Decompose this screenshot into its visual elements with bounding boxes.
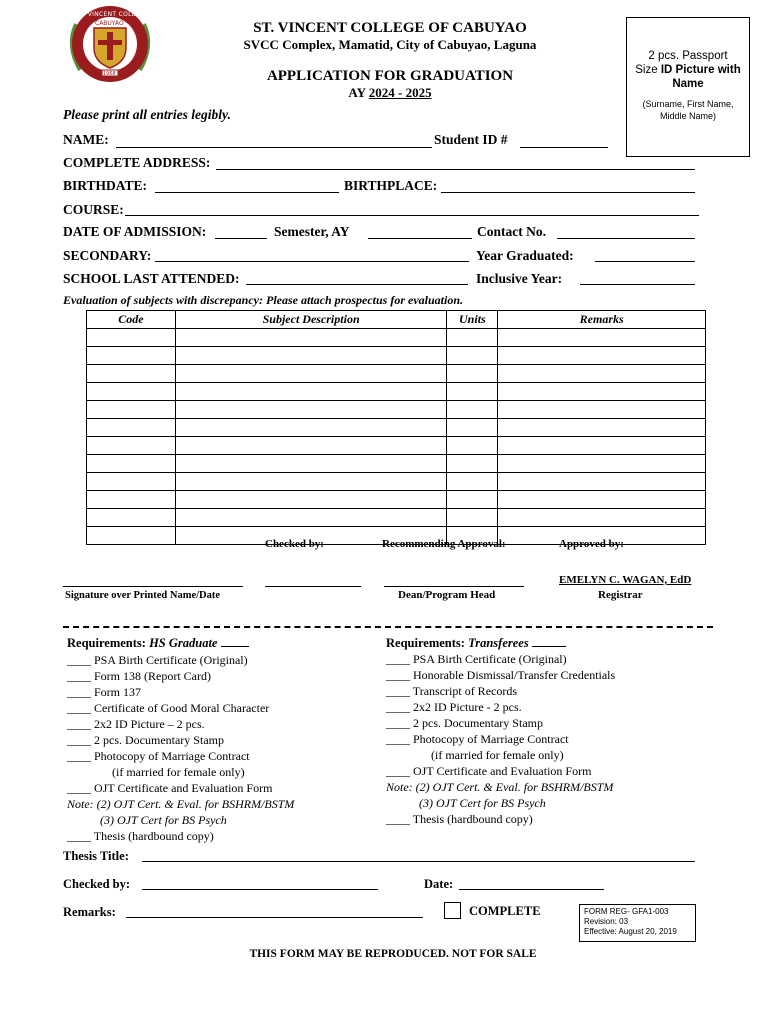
school-logo [62,4,158,86]
hs-item-label: Photocopy of Marriage Contract [94,749,250,763]
last-school-field[interactable] [246,284,468,285]
year-graduated-field[interactable] [595,261,695,262]
table-cell[interactable] [175,509,447,527]
list-item[interactable]: ____ OJT Certificate and Evaluation Form [67,781,273,795]
table-cell[interactable] [498,329,706,347]
logo-text-top: ST. VINCENT COLLEGE [76,11,149,18]
table-cell[interactable] [447,329,498,347]
tr-item-label: PSA Birth Certificate (Original) [413,652,567,666]
semester-field[interactable] [368,238,472,239]
tr-note-2: (3) OJT Cert for BS Psych [419,796,546,810]
photo-box [626,17,750,157]
form-code: FORM REG- GFA1-003 [584,907,669,916]
list-item[interactable]: ____ Certificate of Good Moral Character [67,701,270,715]
list-item[interactable]: ____ Transcript of Records [386,684,518,698]
list-item[interactable]: ____ OJT Certificate and Evaluation Form [386,764,592,778]
contact-field[interactable] [557,238,695,239]
table-cell[interactable] [498,347,706,365]
thesis-title-field[interactable] [142,861,695,862]
table-cell[interactable] [447,473,498,491]
footer-checked-by-label: Checked by: [63,877,131,891]
list-item[interactable]: ____ 2x2 ID Picture – 2 pcs. [67,717,205,731]
registrar-name: EMELYN C. WAGAN, EdD [559,574,692,586]
table-cell[interactable] [87,401,176,419]
table-cell[interactable] [498,365,706,383]
secondary-label: SECONDARY: [63,248,152,263]
logo-text-bottom: CABUYAO [95,20,124,27]
table-row [87,401,706,419]
table-cell[interactable] [87,491,176,509]
table-cell[interactable] [87,473,176,491]
photo-line3: Name [672,78,704,90]
hs-marriage-note: (if married for female only) [112,765,245,779]
instruction: Please print all entries legibly. [63,107,231,122]
school-address: SVCC Complex, Mamatid, City of Cabuyao, Laguna [243,37,537,52]
tr-item-label: Transcript of Records [412,684,518,698]
date-label: Date: [424,877,454,891]
tr-item-label: Photocopy of Marriage Contract [413,732,569,746]
table-cell[interactable] [447,419,498,437]
hs-requirements-title [67,636,249,651]
photo-note2: Middle Name) [659,111,717,121]
student-id-field[interactable] [520,147,608,148]
evaluation-note: Evaluation of subjects with discrepancy: Please attach prospectus for evaluation. [63,293,463,307]
hs-thesis-label: Thesis (hardbound copy) [93,829,214,843]
table-cell[interactable] [175,419,447,437]
subjects-table [86,310,706,545]
list-item[interactable]: ____ Form 137 [67,685,142,699]
tr-item-label: 2 pcs. Documentary Stamp [413,716,543,730]
cut-line [63,626,713,628]
table-cell[interactable] [498,509,706,527]
table-cell[interactable] [87,365,176,383]
table-cell[interactable] [87,437,176,455]
table-cell[interactable] [498,455,706,473]
table-cell[interactable] [498,473,706,491]
table-cell[interactable] [498,383,706,401]
hs-title-blank[interactable] [221,646,249,647]
table-cell[interactable] [175,383,447,401]
hs-note-1: Note: (2) OJT Cert. & Eval. for BSHRM/BSTM [67,797,295,811]
tr-note-1: Note: (2) OJT Cert. & Eval. for BSHRM/BSTM [386,780,614,794]
list-item[interactable]: ____ 2 pcs. Documentary Stamp [67,733,224,747]
table-cell[interactable] [175,473,447,491]
tr-thesis-label: Thesis (hardbound copy) [412,812,533,826]
last-school-label: SCHOOL LAST ATTENDED: [63,271,240,286]
hs-item-label: Form 137 [94,685,142,699]
table-header-row [87,311,706,329]
academic-year [190,85,590,101]
hs-item-label: PSA Birth Certificate (Original) [94,653,248,667]
ay-prefix: AY [348,85,366,100]
signature-line-2[interactable] [265,586,361,587]
form-code-box [579,904,696,942]
list-item[interactable]: ____ Thesis (hardbound copy) [67,829,214,843]
hs-item-label: 2 pcs. Documentary Stamp [94,733,224,747]
dean-caption: Dean/Program Head [398,589,496,601]
col-remarks: Remarks [498,311,706,329]
list-item[interactable]: ____ 2x2 ID Picture - 2 pcs. [386,700,522,714]
table-cell[interactable] [447,509,498,527]
birthdate-field[interactable] [155,192,339,193]
tr-requirements-title [386,636,566,651]
table-cell[interactable] [447,455,498,473]
table-cell[interactable] [447,347,498,365]
table-cell[interactable] [447,365,498,383]
birthplace-field[interactable] [441,192,695,193]
table-cell[interactable] [175,491,447,509]
hs-note-2: (3) OJT Cert for BS Psych [100,813,227,827]
hs-item-label: Certificate of Good Moral Character [94,701,270,715]
remarks-field[interactable] [126,917,423,918]
complete-checkbox[interactable] [444,902,461,919]
table-cell[interactable] [87,383,176,401]
photo-note1: (Surname, First Name, [642,99,734,109]
inclusive-year-field[interactable] [580,284,695,285]
list-item[interactable]: ____ Form 138 (Report Card) [67,669,211,683]
course-field[interactable] [125,215,699,216]
inclusive-year-label: Inclusive Year: [476,271,563,286]
photo-id-picture: ID Picture with [660,64,741,76]
remarks-label: Remarks: [63,905,116,919]
col-subject-description: Subject Description [175,311,447,329]
table-cell[interactable] [447,383,498,401]
signature-line-1[interactable] [63,586,243,587]
checked-by-label: Checked by: [265,538,324,550]
student-id-label: Student ID # [434,132,508,147]
tr-title-prefix: Requirements: [386,636,465,650]
table-row [87,473,706,491]
hs-title-italic: HS Graduate [149,636,218,650]
tr-ojt-label: OJT Certificate and Evaluation Form [413,764,592,778]
hs-ojt-label: OJT Certificate and Evaluation Form [94,781,273,795]
recommending-label: Recommending Approval: [382,538,506,550]
table-cell[interactable] [87,455,176,473]
list-item[interactable]: ____ PSA Birth Certificate (Original) [386,652,567,666]
table-cell[interactable] [498,401,706,419]
year-graduated-label: Year Graduated: [476,248,574,263]
table-row [87,437,706,455]
table-cell[interactable] [498,491,706,509]
list-item[interactable]: ____ PSA Birth Certificate (Original) [67,653,248,667]
admission-field[interactable] [215,238,267,239]
photo-size: Size [635,64,658,76]
secondary-field[interactable] [155,261,469,262]
table-cell[interactable] [87,347,176,365]
photo-line2 [627,64,749,76]
table-row [87,329,706,347]
complete-label: COMPLETE [469,904,541,918]
signature-line-3[interactable] [384,586,524,587]
table-cell[interactable] [447,401,498,419]
tr-item-label: Honorable Dismissal/Transfer Credentials [413,668,616,682]
footer-checked-by-field[interactable] [142,889,378,890]
table-row [87,347,706,365]
table-cell[interactable] [175,347,447,365]
birthplace-label: BIRTHPLACE: [344,178,438,193]
list-item[interactable]: ____ 2 pcs. Documentary Stamp [386,716,543,730]
table-cell[interactable] [175,365,447,383]
table-cell[interactable] [175,455,447,473]
tr-title-blank[interactable] [532,646,566,647]
form-effective: Effective: August 20, 2019 [584,927,677,936]
table-cell[interactable] [175,329,447,347]
thesis-title-label: Thesis Title: [63,849,129,863]
signature-caption: Signature over Printed Name/Date [65,590,221,601]
table-cell[interactable] [447,491,498,509]
registrar-title: Registrar [598,589,643,601]
tr-title-italic: Transferees [468,636,529,650]
hs-item-label: 2x2 ID Picture – 2 pcs. [94,717,205,731]
table-row [87,455,706,473]
col-units: Units [447,311,498,329]
table-row [87,491,706,509]
table-row [87,509,706,527]
table-cell[interactable] [87,509,176,527]
col-code: Code [87,311,176,329]
table-cell[interactable] [87,419,176,437]
table-cell[interactable] [175,401,447,419]
list-item[interactable]: ____ Photocopy of Marriage Contract [386,732,569,746]
table-cell[interactable] [87,527,176,545]
list-item[interactable]: ____ Photocopy of Marriage Contract [67,749,250,763]
table-cell[interactable] [175,437,447,455]
semester-label: Semester, AY [274,224,350,239]
logo-year: 1968 [103,71,116,77]
admission-label: DATE OF ADMISSION: [63,224,207,239]
photo-line1: 2 pcs. Passport [648,50,728,62]
table-cell[interactable] [447,437,498,455]
hs-title-prefix: Requirements: [67,636,146,650]
table-cell[interactable] [498,419,706,437]
table-cell[interactable] [498,437,706,455]
name-field[interactable] [116,147,432,148]
ay-value: 2024 - 2025 [368,85,432,100]
date-field[interactable] [459,889,604,890]
hs-item-label: Form 138 (Report Card) [94,669,211,683]
table-row [87,383,706,401]
tr-marriage-note: (if married for female only) [431,748,564,762]
table-cell[interactable] [87,329,176,347]
form-title: APPLICATION FOR GRADUATION [266,68,514,84]
disclaimer: THIS FORM MAY BE REPRODUCED. NOT FOR SALE [249,948,537,960]
birthdate-label: BIRTHDATE: [63,178,148,193]
list-item[interactable]: ____ Honorable Dismissal/Transfer Credentials [386,668,616,682]
school-name: ST. VINCENT COLLEGE OF CABUYAO [253,20,527,36]
approved-by-label: Approved by: [559,538,624,550]
course-label: COURSE: [63,202,124,217]
address-label: COMPLETE ADDRESS: [63,155,211,170]
name-label: NAME: [63,132,109,147]
table-row [87,419,706,437]
contact-label: Contact No. [477,224,546,239]
tr-item-label: 2x2 ID Picture - 2 pcs. [413,700,522,714]
address-field[interactable] [216,169,695,170]
form-revision: Revision: 03 [584,917,629,926]
table-row [87,365,706,383]
list-item[interactable]: ____ Thesis (hardbound copy) [386,812,533,826]
